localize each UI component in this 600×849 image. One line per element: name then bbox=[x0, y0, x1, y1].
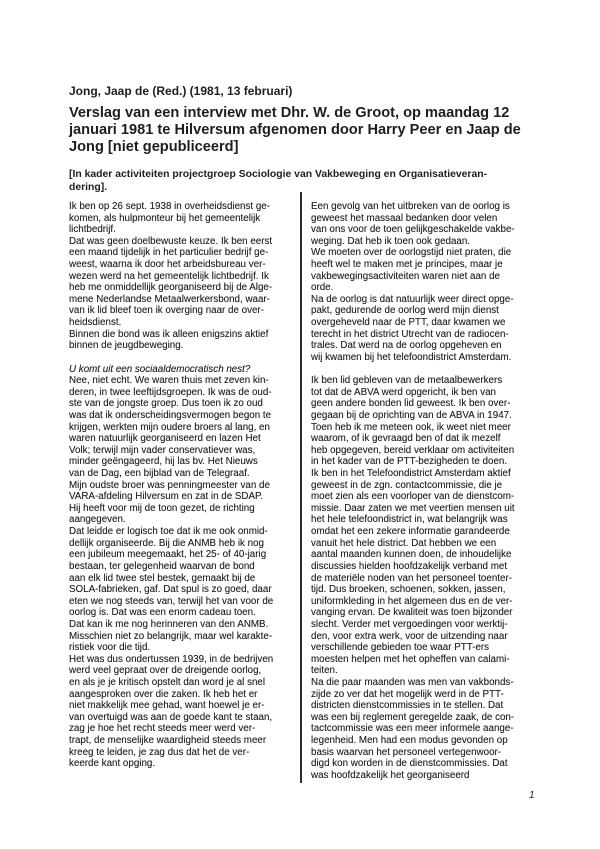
text-line: legenheid. Men had een modus gevonden op bbox=[311, 735, 508, 747]
text-line bbox=[311, 364, 545, 376]
text-line: districten dienstcommissies in te stellen. Dat bbox=[311, 700, 504, 712]
text-line: trapt, de menselijke waardigheid steeds meer bbox=[69, 735, 267, 747]
text-line: Dat kan ik me nog herinneren van den ANMB. bbox=[69, 618, 269, 630]
left-column bbox=[69, 201, 303, 770]
document-subtitle bbox=[69, 168, 487, 194]
text-line: vanuit het hele district. Dat hebben we een bbox=[311, 537, 497, 549]
text-line: ristiek voor die tijd. bbox=[69, 642, 151, 654]
text-line: binnen de jeugdbeweging. bbox=[69, 340, 184, 352]
text-line: Hij heeft voor mij de toon gezet, de richting bbox=[69, 502, 255, 514]
text-line: teiten. bbox=[311, 665, 338, 677]
text-line: orde. bbox=[311, 282, 334, 294]
text-line: gegaan bij de oprichting van de ABVA in 1947. bbox=[311, 409, 512, 421]
text-line: dellijk organiseerde. Bij die ANMB heb ik nog bbox=[69, 537, 264, 549]
text-line: geweest het massaal bedanken door velen bbox=[311, 212, 498, 224]
text-line: van ik lid bleef toen ik overging naar de over- bbox=[69, 305, 264, 317]
text-line bbox=[69, 352, 303, 364]
text-line: aan elk lid twee stel bestek, gemaakt bij de bbox=[69, 572, 256, 584]
text-line: Toen heb ik me meteen ook, ik weet niet meer bbox=[311, 421, 511, 433]
text-line: zijde zo ver dat het mogelijk werd in de PTT- bbox=[311, 688, 504, 700]
text-line: Na die paar maanden was men van vakbonds- bbox=[311, 676, 514, 688]
text-line: den, voor extra werk, voor de uitzending naar bbox=[311, 630, 508, 642]
text-line: van de Dag, een bijblad van de Telegraaf. bbox=[69, 468, 250, 480]
text-line: Ik ben op 26 sept. 1938 in overheidsdienst ge- bbox=[69, 201, 270, 212]
text-line: terecht in het district Utrecht van de radiocen- bbox=[311, 328, 509, 340]
text-line: Een gevolg van het uitbreken van de oorlog is bbox=[311, 201, 510, 212]
text-line: niet makkelijk mee gehad, want hoewel je er- bbox=[69, 700, 265, 712]
text-line: eten we nog steeds van, terwijl het van voor de bbox=[69, 595, 274, 607]
text-line: Ik ben in het Telefoondistrict Amsterdam aktief bbox=[311, 468, 511, 480]
text-line: lichtbedrijf. bbox=[69, 224, 116, 236]
text-line: Ik ben lid gebleven van de metaalbewerkers bbox=[311, 375, 503, 387]
text-line: en als je je kritisch opstelt dan word je al snel bbox=[69, 676, 266, 688]
text-line: aangesproken over die zaken. Ik heb het er bbox=[69, 688, 258, 700]
text-line: Misschien niet zo belangrijk, maar wel karakte- bbox=[69, 630, 273, 642]
text-line: het hele telefoondistrict in, wat belangrijk was bbox=[311, 514, 508, 526]
text-line: digd kon worden in de dienstcommissies. Dat bbox=[311, 758, 508, 770]
text-line: moet zien als een voorloper van de dienstcom- bbox=[311, 491, 515, 503]
text-line: weest, waarna ik door het arbeidsbureau ver- bbox=[69, 259, 266, 271]
text-line: pakt, gedurende de oorlog werd mijn dienst bbox=[311, 305, 499, 317]
text-line: een jubileum meegemaakt, het 25- of 40-jarig bbox=[69, 549, 267, 561]
text-line: geen andere bonden lid geweest. Ik ben over- bbox=[311, 398, 511, 410]
text-line: keerde kant opging. bbox=[69, 758, 156, 770]
text-line: Na de oorlog is dat natuurlijk weer direct opge- bbox=[311, 293, 514, 305]
text-line: bestaan, ter gelegenheid waarvan de bond bbox=[69, 560, 255, 572]
page-number: 1 bbox=[529, 790, 535, 801]
document-title bbox=[69, 105, 521, 156]
text-line: uniformkleding in het algemeen dus en de ver- bbox=[311, 595, 513, 607]
text-line: heb me onmiddellijk georganiseerd bij de Alge- bbox=[69, 282, 273, 294]
text-line: dering]. bbox=[69, 182, 108, 193]
interview-question-line: U komt uit een sociaaldemocratisch nest? bbox=[69, 363, 251, 375]
text-line: januari 1981 te Hilversum afgenomen door Harry Peer en Jaap de bbox=[69, 122, 521, 138]
text-line: tactcommissie was een meer informele aange- bbox=[311, 723, 514, 735]
text-line: zag je hoe het recht steeds meer werd ver- bbox=[69, 723, 256, 735]
text-line: verschillende gebieden toe waar PTT-ers bbox=[311, 642, 490, 654]
text-line: moesten helpen met het opheffen van calami- bbox=[311, 653, 510, 665]
text-line: trales. Dat werd na de oorlog opgeheven en bbox=[311, 340, 502, 352]
text-line: Het was dus ondertussen 1939, in de bedrijven bbox=[69, 653, 274, 665]
text-line: mene Nederlandse Metaalwerkersbond, waar- bbox=[69, 293, 270, 305]
text-line: Mijn oudste broer was penningmeester van de bbox=[69, 479, 270, 491]
text-line: van ons voor de toen gelijkgeschakelde vakbe- bbox=[311, 224, 515, 236]
text-line: vanging ervan. De kwaliteit was toen bijzonder bbox=[311, 607, 513, 619]
text-line: tot dat de ABVA werd opgericht, ik ben van bbox=[311, 386, 496, 398]
text-line: basis waarvan het personeel vertegenwoor- bbox=[311, 746, 502, 758]
text-line: [In kader activiteiten projectgroep Sociologie van Vakbeweging en Organisatieveran- bbox=[69, 169, 488, 180]
text-line: aantal maanden kunnen doen, de inhoudelijke bbox=[311, 549, 512, 561]
text-line: weging. Dat heb ik toen ook gedaan. bbox=[311, 235, 471, 247]
text-line: krijgen, werkten mijn oudere broers al lang, en bbox=[69, 421, 270, 433]
text-line: in het kader van de PTT-bezigheden te doen. bbox=[311, 456, 508, 468]
text-line: een maand tijdelijk in het particulier bedrijf ge- bbox=[69, 247, 269, 259]
text-line: Volk; terwijl mijn vader conservatiever was, bbox=[69, 444, 256, 456]
text-line: Dat leidde er logisch toe dat ik me ook onmid- bbox=[69, 526, 268, 538]
text-line: komen, als hulpmonteur bij het gemeentelijk bbox=[69, 212, 261, 224]
text-line: waren natuurlijk georganiseerd en lazen Het bbox=[69, 433, 261, 445]
text-line: SOLA-fabrieken, gaf. Dat spul is zo goed, daar bbox=[69, 584, 272, 596]
text-line: heb opgegeven, bereid verklaar om activiteiten bbox=[311, 444, 515, 456]
text-line: oorlog is. Dat was een enorm cadeau toen. bbox=[69, 607, 256, 619]
text-line: vakbewegingsactiviteiten waren niet aan de bbox=[311, 270, 500, 282]
text-line: was hoofdzakelijk het georganiseerd bbox=[311, 769, 470, 781]
text-line: discussies hielden hoofdzakelijk verband met bbox=[311, 560, 508, 572]
text-line: Nee, niet echt. We waren thuis met zeven kin- bbox=[69, 375, 269, 387]
text-line: aangegeven. bbox=[69, 514, 126, 526]
right-column bbox=[311, 201, 545, 781]
text-line: VARA-afdeling Hilversum en zat in de SDAP. bbox=[69, 491, 264, 503]
text-line: slecht. Verder met vergoedingen voor werktij- bbox=[311, 618, 508, 630]
text-line: overgeheveld naar de PTT, daar kwamen we bbox=[311, 317, 506, 329]
text-line: Verslag van een interview met Dhr. W. de Groot, op maandag 12 bbox=[69, 105, 510, 121]
text-line: ste van de jongste groep. Dus toen ik zo oud bbox=[69, 398, 263, 410]
text-line: Binnen die bond was ik alleen enigszins aktief bbox=[69, 328, 269, 340]
text-line: Jong [niet gepubliceerd] bbox=[69, 139, 239, 155]
text-line: kreeg te leiden, je zag dus dat het de ver- bbox=[69, 746, 250, 758]
text-line: omdat het een zekere informatie garandeerde bbox=[311, 526, 510, 538]
text-line: deren, in twee leeftijdsgroepen. Ik was de oud- bbox=[69, 386, 272, 398]
text-line: Dat was geen doelbewuste keuze. Ik ben eerst bbox=[69, 235, 273, 247]
text-line: heeft wel te maken met je principes, maar je bbox=[311, 259, 503, 271]
text-line: tijd. Dus broeken, schoenen, sokken, jassen, bbox=[311, 584, 506, 596]
text-line: werd veel gepraat over de dreigende oorlog, bbox=[69, 665, 262, 677]
text-line: de materiële noden van het personeel toenter- bbox=[311, 572, 512, 584]
text-line: wezen werd na het gemeentelijk lichtbedrijf. Ik bbox=[69, 270, 269, 282]
text-line: van overtuigd was aan de goede kant te staan, bbox=[69, 711, 273, 723]
text-line: heidsdienst. bbox=[69, 317, 122, 329]
text-line: was dat ik onderscheidingsvermogen begon te bbox=[69, 409, 272, 421]
text-line: minder geëngageerd, hij las bv. Het Nieuws bbox=[69, 456, 258, 468]
text-line: geweest in de zgn. contactcommissie, die je bbox=[311, 479, 503, 491]
text-line: was een bij reglement geregelde zaak, de con- bbox=[311, 711, 515, 723]
text-line: missie. Daar zaten we met veertien mensen uit bbox=[311, 502, 515, 514]
text-line: waarom, of ik gevraagd ben of dat ik mezelf bbox=[311, 433, 501, 445]
text-line: We moeten over de oorlogstijd niet praten, die bbox=[311, 247, 512, 259]
document-citation: Jong, Jaap de (Red.) (1981, 13 februari) bbox=[69, 84, 293, 98]
text-line: wij kwamen bij het telefoondistrict Amsterdam. bbox=[311, 351, 512, 363]
